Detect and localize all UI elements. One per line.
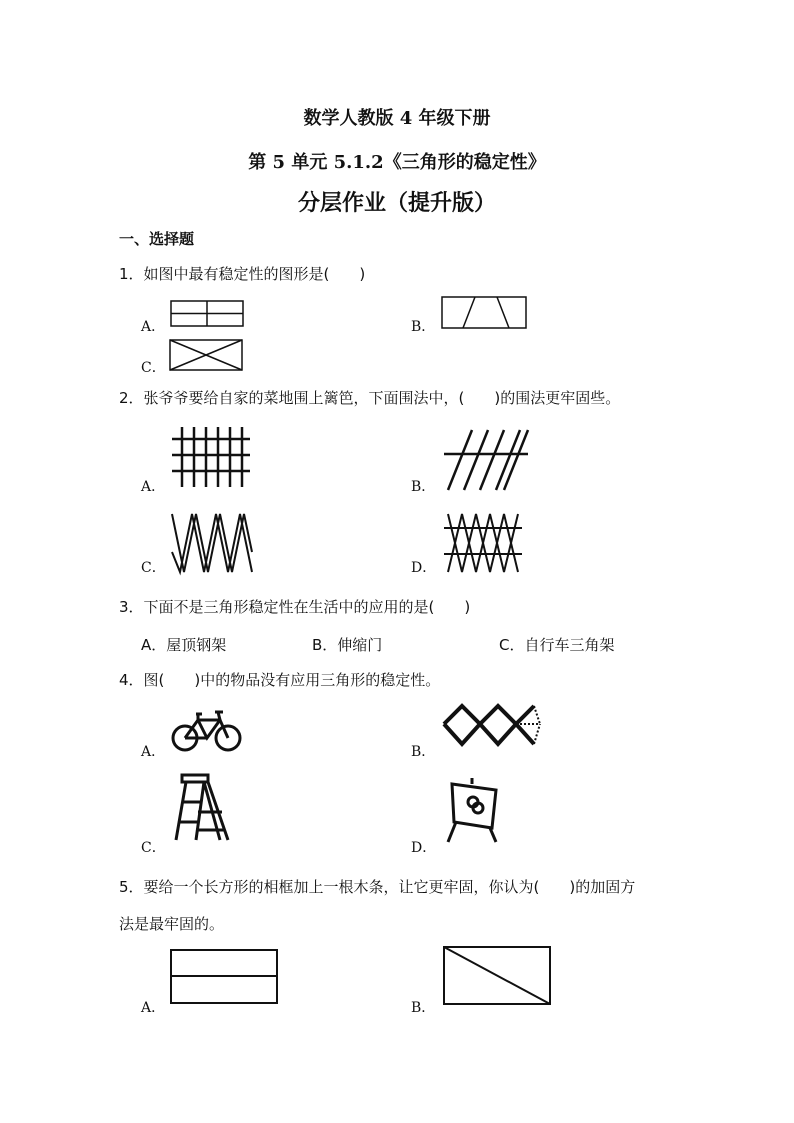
q5-option-a-label: A． <box>141 1000 166 1016</box>
step-ladder-icon <box>172 772 242 842</box>
question-3-stem: 3．下面不是三角形稳定性在生活中的应用的是( ) <box>119 598 471 616</box>
q5-option-a-frame-horizontal <box>170 949 278 1005</box>
q2-option-c-label: C． <box>141 560 166 576</box>
doc-title-line2: 第 5 单元 5.1.2《三角形的稳定性》 <box>248 152 546 173</box>
doc-title-line1: 数学人教版 4 年级下册 <box>303 108 491 129</box>
question-2-stem: 2．张爷爷要给自家的菜地围上篱笆，下面围法中，( )的围法更牢固些。 <box>119 389 621 407</box>
q4-option-c-label: C． <box>141 840 166 856</box>
q3-option-a: A．屋顶钢架 <box>141 636 227 654</box>
q3-option-c: C．自行车三角架 <box>499 636 615 654</box>
q4-option-b-label: B． <box>411 744 436 760</box>
q2-option-d-fence-crossed <box>442 512 524 574</box>
q2-option-c-fence-triangles <box>170 512 254 574</box>
easel-board-icon <box>442 776 504 844</box>
q1-option-c-figure <box>169 339 243 371</box>
q2-option-a-label: A． <box>141 479 166 495</box>
q2-option-b-fence-slanted <box>442 428 530 492</box>
q2-option-d-label: D． <box>411 560 437 576</box>
question-5-stem-line1: 5．要给一个长方形的相框加上一根木条，让它更牢固，你认为( )的加固方 <box>119 878 636 896</box>
bicycle-icon <box>170 707 244 753</box>
q3-option-b: B．伸缩门 <box>312 636 383 654</box>
question-1-stem: 1．如图中最有稳定性的图形是( ) <box>119 265 366 283</box>
q5-option-b-frame-diagonal <box>443 946 551 1006</box>
q2-option-b-label: B． <box>411 479 436 495</box>
q5-option-b-label: B． <box>411 1000 436 1016</box>
question-4-stem: 4．图( )中的物品没有应用三角形的稳定性。 <box>119 671 441 689</box>
q1-option-b-label: B． <box>411 319 436 335</box>
doc-title-line3: 分层作业（提升版） <box>297 191 496 216</box>
q1-option-a-label: A． <box>141 319 166 335</box>
q4-option-a-label: A． <box>141 744 166 760</box>
q1-option-a-figure <box>170 300 244 328</box>
question-5-stem-line2: 法是最牢固的。 <box>119 915 225 933</box>
q4-option-d-label: D． <box>411 840 437 856</box>
q1-option-b-figure <box>441 296 527 330</box>
q1-option-c-label: C． <box>141 360 166 376</box>
section-heading-choice: 一、选择题 <box>119 230 195 248</box>
q2-option-a-fence-grid <box>170 425 252 489</box>
expanding-gate-icon <box>440 702 544 750</box>
